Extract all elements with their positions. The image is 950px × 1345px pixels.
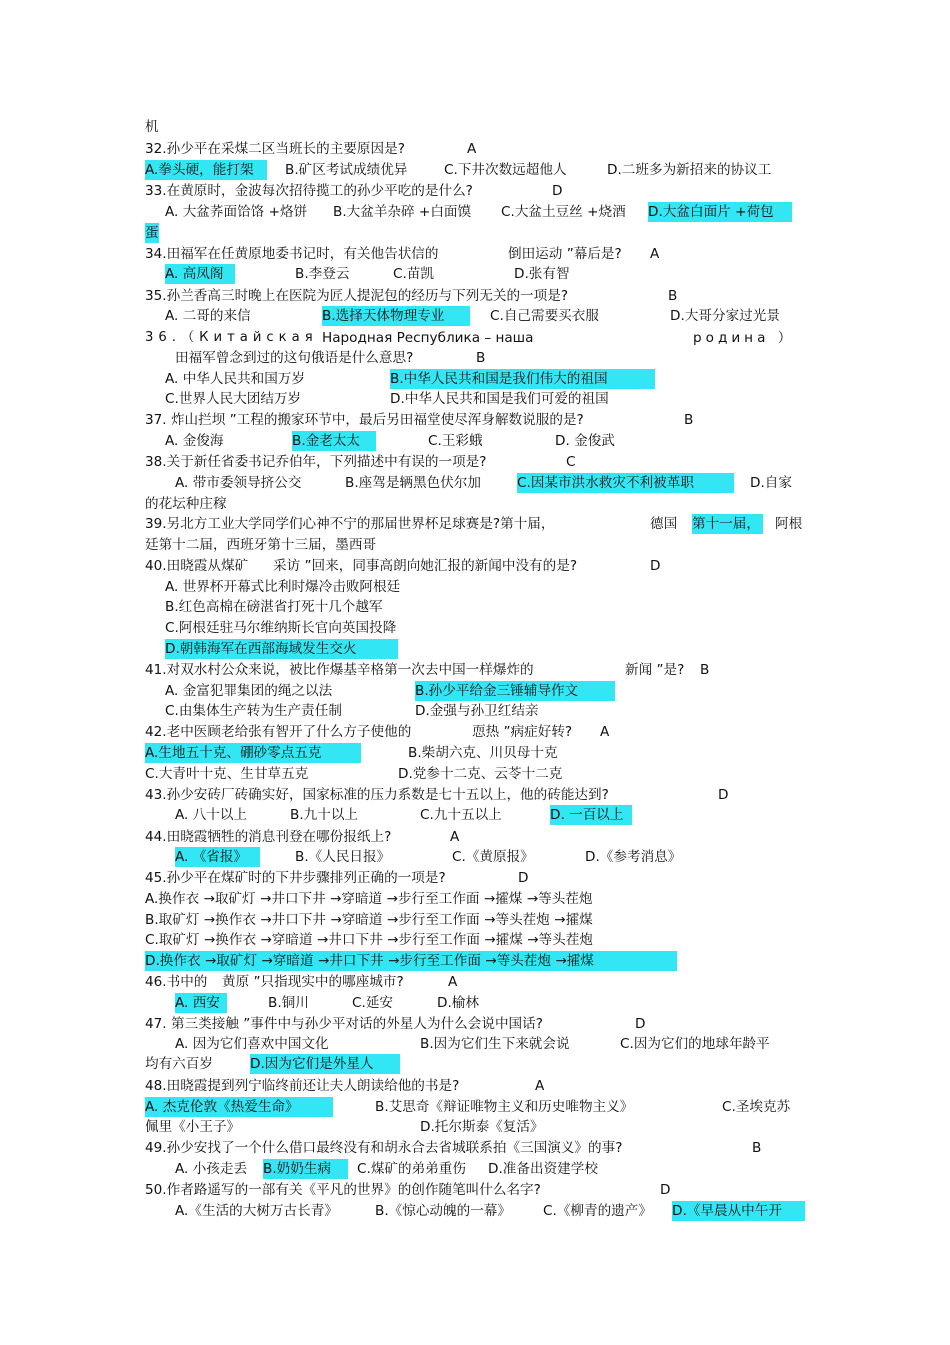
question-33: 33.在黄原时，金波每次招待揽工的孙少平吃的是什么?: [145, 183, 473, 199]
option-50d: D.《早晨从中午开: [672, 1201, 805, 1221]
answer-39: 第十一届，: [692, 514, 763, 534]
question-39-cont: 廷第十二届，西班牙第十三届，墨西哥: [145, 537, 377, 553]
answer-34: A: [650, 246, 660, 262]
option-48d: D.托尔斯泰《复活》: [420, 1119, 544, 1135]
option-32b: B.矿区考试成绩优异: [285, 162, 408, 178]
option-49b: B.奶奶生病: [263, 1159, 348, 1179]
option-36b: B.中华人民共和国是我们伟大的祖国: [390, 369, 655, 389]
question-47: 47. 第三类接触 ”事件中与孙少平对话的外星人为什么会说中国话?: [145, 1016, 543, 1032]
option-46a: A. 西安: [175, 993, 227, 1013]
answer-40: D: [650, 558, 661, 574]
option-43a: A. 八十以上: [175, 807, 248, 823]
option-44c: C.《黄原报》: [452, 849, 534, 865]
question-42: 42.老中医顾老给张有智开了什么方子使他的: [145, 724, 412, 740]
option-41b: B.孙少平给金三锤辅导作文: [415, 681, 615, 701]
question-41-mid: 新闻 ”是?: [625, 662, 685, 678]
option-38d: D.自家: [750, 475, 792, 491]
option-47b: B.因为它们生下来就会说: [420, 1036, 570, 1052]
option-40b: B.红色高棉在磅湛省打死十几个越军: [165, 599, 383, 615]
option-40a: A. 世界杯开幕式比利时爆冷击败阿根廷: [165, 579, 401, 595]
option-34d: D.张有智: [514, 266, 570, 282]
answer-33: D: [552, 183, 563, 199]
option-44a: A. 《省报》: [175, 847, 260, 867]
answer-45: D: [518, 870, 529, 886]
question-35: 35.孙兰香高三时晚上在医院为匠人提泥包的经历与下列无关的一项是?: [145, 288, 569, 304]
option-35d: D.大哥分家过光景: [670, 308, 780, 324]
option-33d: D.大盆白面片 +荷包: [648, 202, 792, 222]
option-37d: D. 金俊武: [555, 433, 615, 449]
answer-37: B: [684, 412, 694, 428]
option-50c: C.《柳青的遗产》: [543, 1203, 652, 1219]
option-36d: D.中华人民共和国是我们可爱的祖国: [390, 391, 609, 407]
text-fragment: 机: [145, 119, 159, 135]
question-45: 45.孙少平在煤矿时的下井步骤排列正确的一项是?: [145, 870, 446, 886]
question-50: 50.作者路遥写的一部有关《平凡的世界》的创作随笔叫什么名字?: [145, 1182, 541, 1198]
option-42a: A.生地五十克、硼砂零点五克: [145, 743, 361, 763]
answer-32: A: [467, 141, 477, 157]
option-41c: C.由集体生产转为生产责任制: [165, 703, 342, 719]
answer-47: D: [635, 1016, 646, 1032]
option-41d: D.金强与孙卫红结亲: [415, 703, 539, 719]
option-35b: B.选择天体物理专业: [322, 306, 470, 326]
answer-43: D: [718, 787, 729, 803]
question-39-end: 阿根: [775, 516, 803, 532]
option-45c: C.取矿灯 →换作衣 →穿暗道 →井口下井 →步行至工作面 →攉煤 →等头茬炮: [145, 932, 593, 948]
answer-42: A: [600, 724, 610, 740]
option-47c-cont: 均有六百岁: [145, 1056, 213, 1072]
question-48: 48.田晓霞提到列宁临终前还让夫人朗读给他的书是?: [145, 1078, 460, 1094]
option-43c: C.九十五以上: [420, 807, 502, 823]
option-47a: A. 因为它们喜欢中国文化: [175, 1036, 329, 1052]
option-42d: D.党参十二克、云苓十二克: [398, 766, 563, 782]
option-40c: C.阿根廷驻马尔维纳斯长官向英国投降: [165, 620, 397, 636]
option-32a: A.拳头硬，能打架: [145, 160, 267, 180]
answer-48: A: [535, 1078, 545, 1094]
option-33a: A. 大盆荞面饸饹 +烙饼: [165, 204, 308, 220]
option-46b: B.铜川: [268, 995, 309, 1011]
option-38d-cont: 的花坛种庄稼: [145, 496, 227, 512]
answer-50: D: [660, 1182, 671, 1198]
answer-41: B: [700, 662, 710, 678]
option-45b: B.取矿灯 →换作衣 →井口下井 →穿暗道 →步行至工作面 →等头茬炮 →攉煤: [145, 912, 593, 928]
answer-46: A: [448, 974, 458, 990]
question-43: 43.孙少安砖厂砖确实好，国家标准的压力系数是七十五以上，他的砖能达到?: [145, 787, 609, 803]
option-34c: C.苗凯: [393, 266, 435, 282]
option-49c: C.煤矿的弟弟重伤: [357, 1161, 466, 1177]
option-37b: B.金老太太: [292, 431, 376, 451]
option-36c: C.世界人民大团结万岁: [165, 391, 302, 407]
option-44b: B.《人民日报》: [295, 849, 391, 865]
option-45d: D.换作衣 →取矿灯 →穿暗道 →井口下井 →步行至工作面 →等头茬炮 →攉煤: [145, 951, 677, 971]
option-38a: A. 带市委领导挤公交: [175, 475, 302, 491]
question-37: 37. 炸山拦坝 ”工程的搬家环节中，最后另田福堂使尽浑身解数说服的是?: [145, 412, 584, 428]
option-38c: C.因某市洪水救灾不利被革职: [517, 473, 734, 493]
question-44: 44.田晓霞牺牲的消息刊登在哪份报纸上?: [145, 829, 392, 845]
option-33d-cont: 蛋: [145, 225, 159, 241]
answer-35: B: [668, 288, 678, 304]
option-49a: A. 小孩走丢: [175, 1161, 248, 1177]
option-40d: D.朝韩海军在西部海域发生交火: [165, 639, 398, 659]
answer-36: B: [476, 350, 486, 366]
option-49d: D.准备出资建学校: [488, 1161, 598, 1177]
option-50a: A.《生活的大树万古长青》: [175, 1203, 338, 1219]
option-35a: A. 二哥的来信: [165, 308, 251, 324]
question-36: 36.（Китайская: [145, 330, 318, 345]
option-48c: C.圣埃克苏: [722, 1099, 791, 1115]
option-37a: A. 金俊海: [165, 433, 224, 449]
option-46d: D.榆林: [437, 995, 479, 1011]
option-32c: C.下井次数远超他人: [444, 162, 567, 178]
answer-44: A: [450, 829, 460, 845]
option-43d: D. 一百以上: [550, 805, 632, 825]
option-35c: C.自己需要买衣服: [490, 308, 599, 324]
option-46c: C.延安: [352, 995, 394, 1011]
answer-49: B: [752, 1140, 762, 1156]
question-32: 32.孙少平在采煤二区当班长的主要原因是?: [145, 141, 405, 157]
option-41a: A. 金富犯罪集团的绳之以法: [165, 683, 333, 699]
option-34b: B.李登云: [295, 266, 350, 282]
option-36a: A. 中华人民共和国万岁: [165, 371, 306, 387]
question-46: 46.书中的: [145, 974, 208, 990]
option-48c-cont: 佩里《小王子》: [145, 1119, 241, 1135]
question-40: 40.田晓霞从煤矿: [145, 558, 249, 574]
question-49: 49.孙少安找了一个什么借口最终没有和胡永合去省城联系拍《三国演义》的事?: [145, 1140, 623, 1156]
option-42c: C.大青叶十克、生甘草五克: [145, 766, 309, 782]
option-34a: A. 高凤阁: [165, 264, 235, 284]
question-36-mid: Народная Республика – наша: [322, 330, 534, 346]
option-33b: B.大盆羊杂碎 +白面馍: [333, 204, 472, 220]
option-38b: B.座驾是辆黑色伏尔加: [345, 475, 481, 491]
question-36-end: родина ）: [693, 330, 796, 346]
question-34: 34.田福军在任黄原地委书记时，有关他告状信的: [145, 246, 439, 262]
option-32d: D.二班多为新招来的协议工: [607, 162, 772, 178]
option-44d: D.《参考消息》: [585, 849, 682, 865]
question-46-mid: 黄原 ”只指现实中的哪座城市?: [222, 974, 404, 990]
option-47d: D.因为它们是外星人: [250, 1054, 400, 1074]
option-45a: A.换作衣 →取矿灯 →井口下井 →穿暗道 →步行至工作面 →攉煤 →等头茬炮: [145, 891, 593, 907]
option-48b: B.艾思奇《辩证唯物主义和历史唯物主义》: [375, 1099, 634, 1115]
question-42-mid: 恧热 ”病症好转?: [472, 724, 573, 740]
option-50b: B.《惊心动魄的一幕》: [375, 1203, 511, 1219]
option-48a: A. 杰克伦敦《热爱生命》: [145, 1097, 333, 1117]
question-38: 38.关于新任省委书记乔伯年，下列描述中有误的一项是?: [145, 454, 487, 470]
option-33c: C.大盆土豆丝 +烧酒: [501, 204, 626, 220]
option-42b: B.柴胡六克、川贝母十克: [408, 745, 558, 761]
question-36-cont: 田福军曾念到过的这句俄语是什么意思?: [175, 350, 414, 366]
option-37c: C.王彩蛾: [428, 433, 483, 449]
question-34-cont: 倒田运动 ”幕后是?: [508, 246, 622, 262]
question-41: 41.对双水村公众来说，被比作爆基辛格第一次去中国一样爆炸的: [145, 662, 534, 678]
question-39-mid: 德国: [650, 516, 678, 532]
question-39: 39.另北方工业大学同学们心神不宁的那届世界杯足球赛是?第十届，: [145, 516, 555, 532]
answer-38: C: [566, 454, 576, 470]
option-47c: C.因为它们的地球年龄平: [620, 1036, 770, 1052]
option-43b: B.九十以上: [290, 807, 359, 823]
question-40-mid: 采访 ”回来，同事高朗向她汇报的新闻中没有的是?: [273, 558, 578, 574]
